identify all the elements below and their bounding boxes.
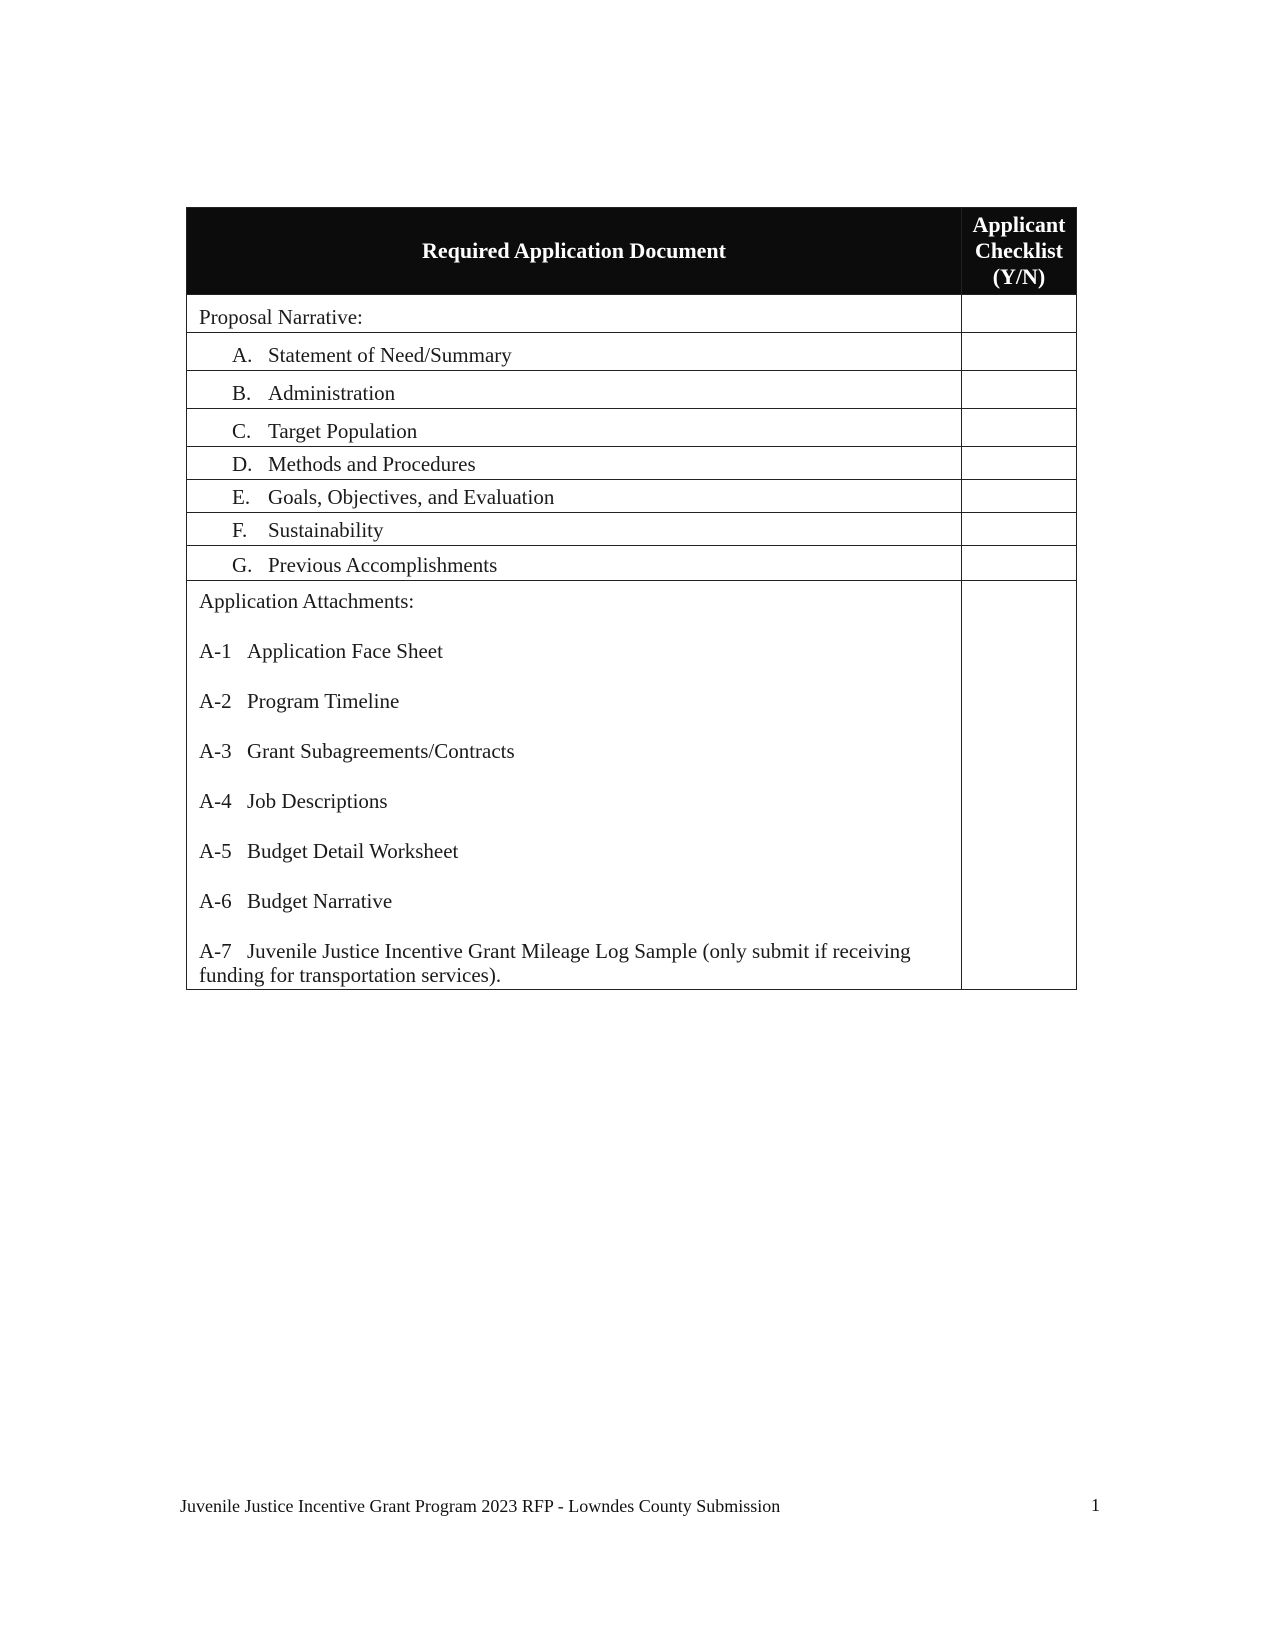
attachment-code: A-4 bbox=[199, 789, 232, 813]
header-required-document: Required Application Document bbox=[187, 208, 962, 295]
narrative-item bbox=[187, 447, 962, 480]
attachment-item bbox=[199, 839, 949, 863]
item-letter: E. bbox=[232, 485, 251, 509]
header-checklist-line2: Checklist bbox=[975, 238, 1063, 263]
attachment-label: Job Descriptions bbox=[247, 789, 388, 813]
application-attachments-cell bbox=[187, 581, 962, 990]
attachment-code: A-3 bbox=[199, 739, 232, 763]
table-row bbox=[187, 546, 1077, 581]
attachment-code: A-1 bbox=[199, 639, 232, 663]
checklist-cell[interactable] bbox=[962, 295, 1077, 333]
attachment-item bbox=[199, 639, 949, 663]
attachment-item bbox=[199, 889, 949, 913]
item-letter: F. bbox=[232, 518, 248, 542]
narrative-item bbox=[187, 546, 962, 581]
attachment-item bbox=[199, 739, 949, 763]
item-label: Administration bbox=[268, 381, 396, 405]
header-checklist-line3: (Y/N) bbox=[992, 264, 1046, 289]
item-label: Statement of Need/Summary bbox=[268, 343, 512, 367]
required-documents-table bbox=[186, 207, 1077, 990]
attachment-code: A-7 bbox=[199, 939, 232, 963]
item-label: Target Population bbox=[268, 419, 418, 443]
checklist-cell[interactable] bbox=[962, 480, 1077, 513]
attachment-item bbox=[199, 689, 949, 713]
attachment-label: Budget Narrative bbox=[247, 889, 393, 913]
attachment-label: Juvenile Justice Incentive Grant Mileage Log Sample (only submit if receiving funding for transportation services). bbox=[199, 939, 911, 987]
checklist-cell[interactable] bbox=[962, 371, 1077, 409]
table-row bbox=[187, 447, 1077, 480]
attachment-code: A-6 bbox=[199, 889, 232, 913]
table-row bbox=[187, 513, 1077, 546]
item-letter: B. bbox=[232, 381, 252, 405]
checklist-cell[interactable] bbox=[962, 333, 1077, 371]
attachment-label: Budget Detail Worksheet bbox=[247, 839, 459, 863]
item-label: Goals, Objectives, and Evaluation bbox=[268, 485, 555, 509]
item-label: Sustainability bbox=[268, 518, 384, 542]
checklist-cell[interactable] bbox=[962, 409, 1077, 447]
header-applicant-checklist bbox=[962, 208, 1077, 295]
proposal-narrative-heading: Proposal Narrative: bbox=[187, 295, 962, 333]
narrative-item bbox=[187, 409, 962, 447]
narrative-item bbox=[187, 480, 962, 513]
attachment-code: A-5 bbox=[199, 839, 232, 863]
checklist-cell[interactable] bbox=[962, 513, 1077, 546]
checklist-cell[interactable] bbox=[962, 546, 1077, 581]
item-letter: A. bbox=[232, 343, 253, 367]
application-attachments-heading: Application Attachments: bbox=[199, 589, 415, 613]
checklist-cell[interactable] bbox=[962, 447, 1077, 480]
item-letter: G. bbox=[232, 553, 253, 577]
narrative-item bbox=[187, 333, 962, 371]
attachment-label: Application Face Sheet bbox=[247, 639, 443, 663]
item-letter: C. bbox=[232, 419, 252, 443]
attachment-item bbox=[199, 939, 949, 987]
table-row bbox=[187, 371, 1077, 409]
table-header-row bbox=[187, 208, 1077, 295]
narrative-item bbox=[187, 371, 962, 409]
narrative-item bbox=[187, 513, 962, 546]
table-row bbox=[187, 333, 1077, 371]
checklist-cell[interactable] bbox=[962, 581, 1077, 990]
table-row bbox=[187, 581, 1077, 990]
table-row bbox=[187, 409, 1077, 447]
page-number: 1 bbox=[1091, 1495, 1100, 1515]
item-letter: D. bbox=[232, 452, 253, 476]
attachment-label: Grant Subagreements/Contracts bbox=[247, 739, 515, 763]
attachment-item bbox=[199, 789, 949, 813]
item-label: Previous Accomplishments bbox=[268, 553, 498, 577]
item-label: Methods and Procedures bbox=[268, 452, 476, 476]
table-row bbox=[187, 295, 1077, 333]
table-row bbox=[187, 480, 1077, 513]
attachment-code: A-2 bbox=[199, 689, 232, 713]
header-checklist-line1: Applicant bbox=[972, 212, 1066, 237]
attachment-label: Program Timeline bbox=[247, 689, 400, 713]
footer-text: Juvenile Justice Incentive Grant Program 2023 RFP - Lowndes County Submission bbox=[180, 1496, 781, 1516]
